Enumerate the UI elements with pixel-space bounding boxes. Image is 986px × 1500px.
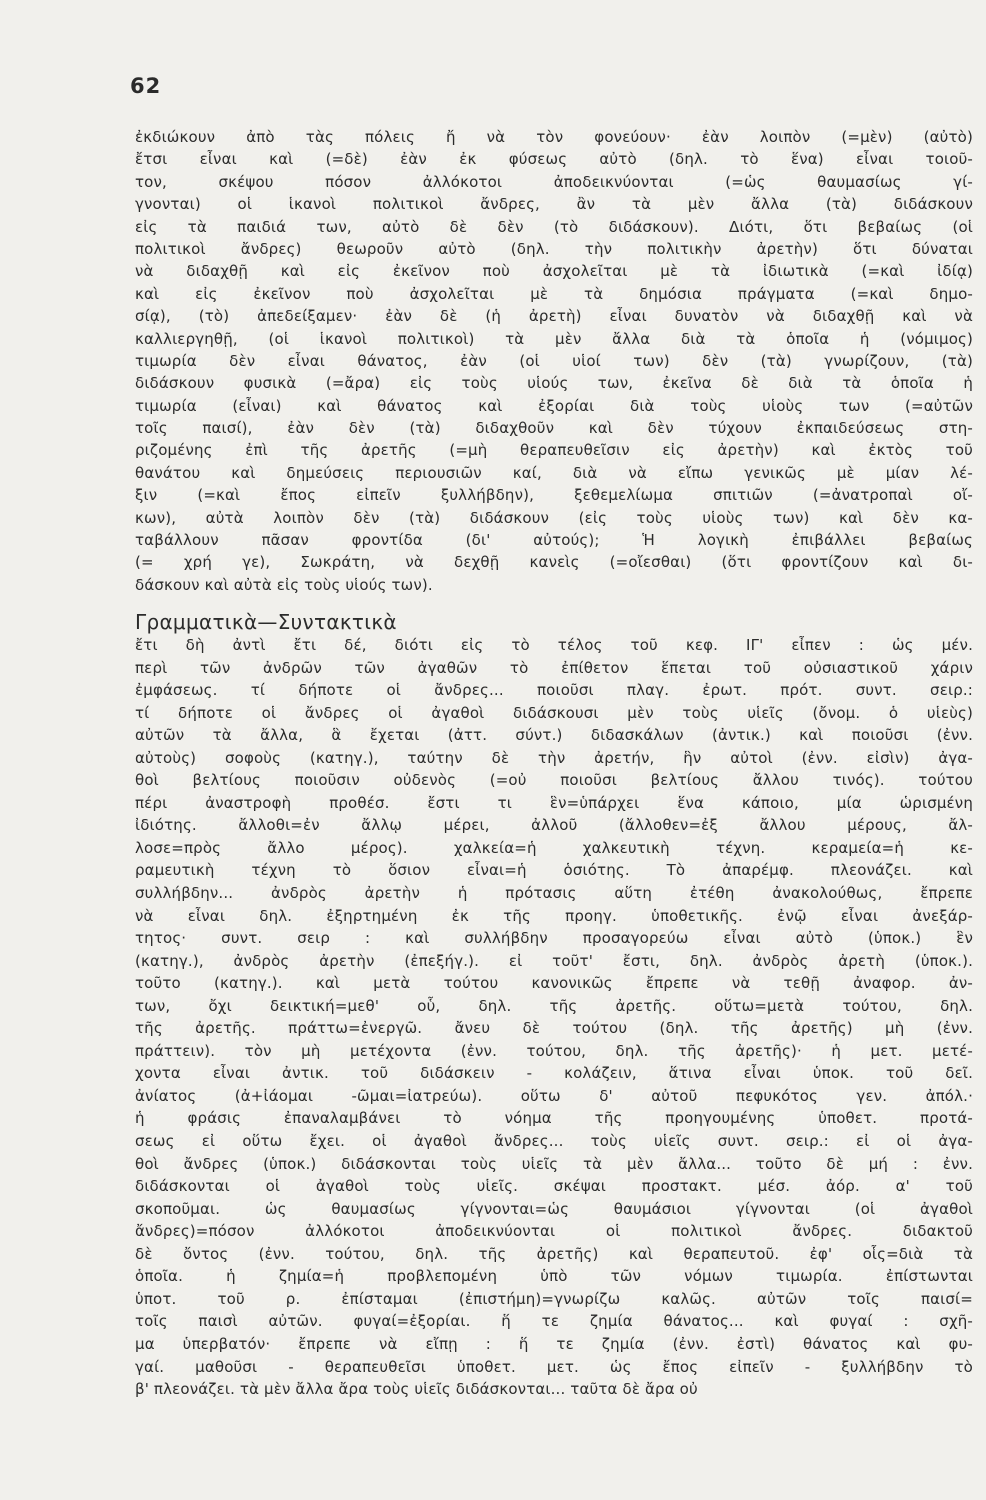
text-line: γαί. μαθοῦσι - θεραπευθεῖσι ὑποθετ. μετ. ὡς ἔπος εἰπεῖν - ξυλλήβδην τὸ <box>135 1357 973 1376</box>
text-line: ἡ φράσις ἐπαναλαμβάνει τὸ νόημα τῆς προηγουμένης ὑποθετ. προτά- <box>135 1109 973 1128</box>
text-line: ὁποῖα. ἡ ζημία=ἡ προβλεπομένη ὑπὸ τῶν νόμων τιμωρία. ἐπίστωνται <box>135 1267 973 1286</box>
text-line: ἔτι δὴ ἀντὶ ἔτι δέ, διότι εἰς τὸ τέλος τοῦ κεφ. ΙΓ' εἶπεν : ὡς μέν. <box>135 636 973 654</box>
grammar-notes <box>135 634 973 1401</box>
text-line: τοῖς παισί), ἐὰν δὲν (τὰ) διδαχθοῦν καὶ δὲν τύχουν ἐκπαιδεύσεως στη- <box>135 419 973 438</box>
text-line: ραμευτικὴ τέχνη τὸ ὅσιον εἶναι=ἡ ὁσιότης. Τὸ ἀπαρέμφ. πλεονάζει. καὶ <box>135 861 973 880</box>
text-line: περὶ τῶν ἀνδρῶν τῶν ἀγαθῶν τὸ ἐπίθετον ἕπεται τοῦ οὐσιαστικοῦ χάριν <box>135 658 973 677</box>
text-line: τοῦτο (κατηγ.). καὶ μετὰ τούτου κανονικῶς ἔπρεπε νὰ τεθῇ ἀναφορ. ἀν- <box>135 974 973 993</box>
text-line: ταβάλλουν πᾶσαν φροντίδα (δι' αὐτούς); Ἡ λογικὴ ἐπιβάλλει βεβαίως <box>135 531 973 550</box>
text-line: γνονται) οἱ ἱκανοὶ πολιτικοὶ ἄνδρες, ἂν τὰ μὲν ἄλλα (τὰ) διδάσκουν <box>135 195 973 214</box>
text-line: πολιτικοὶ ἄνδρες) θεωροῦν αὐτὸ (δηλ. τὴν πολιτικὴν ἀρετὴν) ὅτι δύναται <box>135 239 973 258</box>
text-line: ξιν (=καὶ ἔπος εἰπεῖν ξυλλήβδην), ξεθεμελίωμα σπιτιῶν (=ἀνατροπαὶ οἴ- <box>135 486 973 505</box>
text-line: ἄνδρες)=πόσον ἀλλόκοτοι ἀποδεικνύονται οἱ πολιτικοὶ ἄνδρες. διδακτοῦ <box>135 1222 973 1241</box>
text-line: κων), αὐτὰ λοιπὸν δὲν (τὰ) διδάσκουν (εἰς τοὺς υἱοὺς των) καὶ δὲν κα- <box>135 508 973 527</box>
text-line: ἔτσι εἶναι καὶ (=δὲ) ἐὰν ἐκ φύσεως αὐτὸ (δηλ. τὸ ἕνα) εἶναι τοιοῦ- <box>135 150 973 169</box>
text-line: τιμωρία (εἶναι) καὶ θάνατος καὶ ἐξορίαι διὰ τοὺς υἱοὺς των (=αὐτῶν <box>135 396 973 415</box>
text-line: τί δήποτε οἱ ἄνδρες οἱ ἀγαθοὶ διδάσκουσι μὲν τοὺς υἱεῖς (ὄνομ. ὁ υἱεὺς) <box>135 703 973 722</box>
text-line: ἐμφάσεως. τί δήποτε οἱ ἄνδρες... ποιοῦσι πλαγ. ἐρωτ. πρότ. συντ. σειρ.: <box>135 681 973 700</box>
text-line: θοὶ ἄνδρες (ὑποκ.) διδάσκονται τοὺς υἱεῖς τὰ μὲν ἄλλα... τοῦτο δὲ μή : ἐνν. <box>135 1154 973 1173</box>
text-line: (= χρή γε), Σωκράτη, νὰ δεχθῇ κανεὶς (=οἴεσθαι) (ὅτι φροντίζουν καὶ δι- <box>135 553 973 572</box>
text-line: νὰ εἶναι δηλ. ἐξηρτημένη ἐκ τῆς προηγ. ὑποθετικῆς. ἐνῷ εἶναι ἀνεξάρ- <box>135 906 973 925</box>
text-line: δάσκουν καὶ αὐτὰ εἰς τοὺς υἱούς των). <box>135 575 433 594</box>
text-line: λοσε=πρὸς ἄλλο μέρος). χαλκεία=ἡ χαλκευτικὴ τέχνη. κεραμεία=ἡ κε- <box>135 838 973 857</box>
text-line: εἰς τὰ παιδιά των, αὐτὸ δὲ δὲν (τὸ διδάσκουν). Διότι, ὅτι βεβαίως (οἱ <box>135 217 973 236</box>
text-line: πέρι ἀναστροφὴ προθέσ. ἔστι τι ἓν=ὑπάρχει ἕνα κάποιο, μία ὡρισμένη <box>135 793 973 812</box>
page-number: 62 <box>130 74 162 98</box>
text-line: β' πλεονάζει. τὰ μὲν ἄλλα ἄρα τοὺς υἱεῖς διδάσκονται... ταῦτα δὲ ἄρα οὐ <box>135 1380 698 1399</box>
text-line: τον, σκέψου πόσον ἀλλόκοτοι ἀποδεικνύονται (=ὡς θαυμασίως γί- <box>135 172 973 191</box>
text-line: σεως εἰ οὕτω ἔχει. οἱ ἀγαθοὶ ἄνδρες... τοὺς υἱεῖς συντ. σειρ.: εἰ οἱ ἀγα- <box>135 1132 973 1151</box>
text-line: αὐτῶν τὰ ἄλλα, ἃ ἔχεται (ἀττ. σύντ.) διδασκάλων (ἀντικ.) καὶ ποιοῦσι (ἐνν. <box>135 726 973 745</box>
text-line: ἰδιότης. ἄλλοθι=ἐν ἄλλῳ μέρει, ἀλλοῦ (ἄλλοθεν=ἐξ ἄλλου μέρους, ἄλ- <box>135 816 973 835</box>
text-line: αὐτοὺς) σοφοὺς (κατηγ.), ταύτην δὲ τὴν ἀρετήν, ἣν αὐτοὶ (ἐνν. εἰσὶν) ἀγα- <box>135 748 973 767</box>
main-paragraph <box>135 126 973 596</box>
text-line: διδάσκονται οἱ ἀγαθοὶ τοὺς υἱεῖς. σκέψαι προστακτ. μέσ. ἀόρ. α' τοῦ <box>135 1177 973 1196</box>
text-line: τητος· συντ. σειρ : καὶ συλλήβδην προσαγορεύω εἶναι αὐτὸ (ὑποκ.) ἓν <box>135 929 973 948</box>
text-line: διδάσκουν φυσικὰ (=ἄρα) εἰς τοὺς υἱούς των, ἐκεῖνα δὲ διὰ τὰ ὁποῖα ἡ <box>135 374 973 393</box>
text-line: συλλήβδην... ἀνδρὸς ἀρετὴν ἡ πρότασις αὕτη ἐτέθη ἀνακολούθως, ἔπρεπε <box>135 884 973 903</box>
text-line: χοντα εἶναι ἀντικ. τοῦ διδάσκειν - κολάζειν, ἅτινα εἶναι ὑποκ. τοῦ δεῖ. <box>135 1064 973 1083</box>
text-line: ὑποτ. τοῦ ρ. ἐπίσταμαι (ἐπιστήμη)=γνωρίζω καλῶς. αὐτῶν τοῖς παισί= <box>135 1289 973 1308</box>
text-line: των, ὄχι δεικτική=μεθ' οὗ, δηλ. τῆς ἀρετῆς. οὕτω=μετὰ τούτου, δηλ. <box>135 996 973 1015</box>
text-line: νὰ διδαχθῇ καὶ εἰς ἐκεῖνον ποὺ ἀσχολεῖται μὲ τὰ ἰδιωτικὰ (=καὶ ἰδίᾳ) <box>135 262 973 281</box>
text-line: ριζομένης ἐπὶ τῆς ἀρετῆς (=μὴ θεραπευθεῖσιν εἰς ἀρετὴν) καὶ ἐκτὸς τοῦ <box>135 441 973 460</box>
text-line: τῆς ἀρετῆς. πράττω=ἐνεργῶ. ἄνευ δὲ τούτου (δηλ. τῆς ἀρετῆς) μὴ (ἐνν. <box>135 1019 973 1038</box>
text-line: σκοποῦμαι. ὡς θαυμασίως γίγνονται=ὡς θαυμάσιοι γίγνονται (οἱ ἀγαθοὶ <box>135 1199 973 1218</box>
text-line: πράττειν). τὸν μὴ μετέχοντα (ἐνν. τούτου, δηλ. τῆς ἀρετῆς)· ἡ μετ. μετέ- <box>135 1041 973 1060</box>
text-line: θανάτου καὶ δημεύσεις περιουσιῶν καί, διὰ νὰ εἴπω γενικῶς μὲ μίαν λέ- <box>135 463 973 482</box>
text-line: ἐκδιώκουν ἀπὸ τὰς πόλεις ἤ νὰ τὸν φονεύουν· ἐὰν λοιπὸν (=μὲν) (αὐτὸ) <box>135 128 973 146</box>
text-line: καὶ εἰς ἐκεῖνον ποὺ ἀσχολεῖται μὲ τὰ δημόσια πράγματα (=καὶ δημο- <box>135 284 973 303</box>
text-line: θοὶ βελτίους ποιοῦσιν οὐδενὸς (=οὐ ποιοῦσι βελτίους ἄλλου τινός). τούτου <box>135 771 973 790</box>
text-line: καλλιεργηθῇ, (οἱ ἱκανοὶ πολιτικοὶ) τὰ μὲν ἄλλα διὰ τὰ ὁποῖα ἡ (νόμιμος) <box>135 329 973 348</box>
text-line: τιμωρία δὲν εἶναι θάνατος, ἐὰν (οἱ υἱοί των) δὲν (τὰ) γνωρίζουν, (τὰ) <box>135 351 973 370</box>
text-line: (κατηγ.), ἀνδρὸς ἀρετὴν (ἐπεξήγ.). εἰ τοῦτ' ἔστι, δηλ. ἀνδρὸς ἀρετὴ (ὑποκ.). <box>135 951 973 970</box>
text-line: σίᾳ), (τὸ) ἀπεδείξαμεν· ἐὰν δὲ (ἡ ἀρετὴ) εἶναι δυνατὸν νὰ διδαχθῇ καὶ νὰ <box>135 307 973 326</box>
text-line: ἀνίατος (ἀ+ἰάομαι -ῶμαι=ἰατρεύω). οὕτω δ' αὐτοῦ πεφυκότος γεν. ἀπόλ.· <box>135 1086 973 1105</box>
text-line: δὲ ὄντος (ἐνν. τούτου, δηλ. τῆς ἀρετῆς) καὶ θεραπευτοῦ. ἐφ' οἷς=διὰ τὰ <box>135 1244 973 1263</box>
section-heading: Γραμματικὰ—Συντακτικὰ <box>135 610 397 634</box>
text-line: μα ὑπερβατόν· ἔπρεπε νὰ εἴπῃ : ἥ τε ζημία (ἐνν. ἐστὶ) θάνατος καὶ φυ- <box>135 1334 973 1353</box>
text-line: τοῖς παισὶ αὐτῶν. φυγαί=ἐξορίαι. ἥ τε ζημία θάνατος... καὶ φυγαί : σχῆ- <box>135 1312 973 1331</box>
